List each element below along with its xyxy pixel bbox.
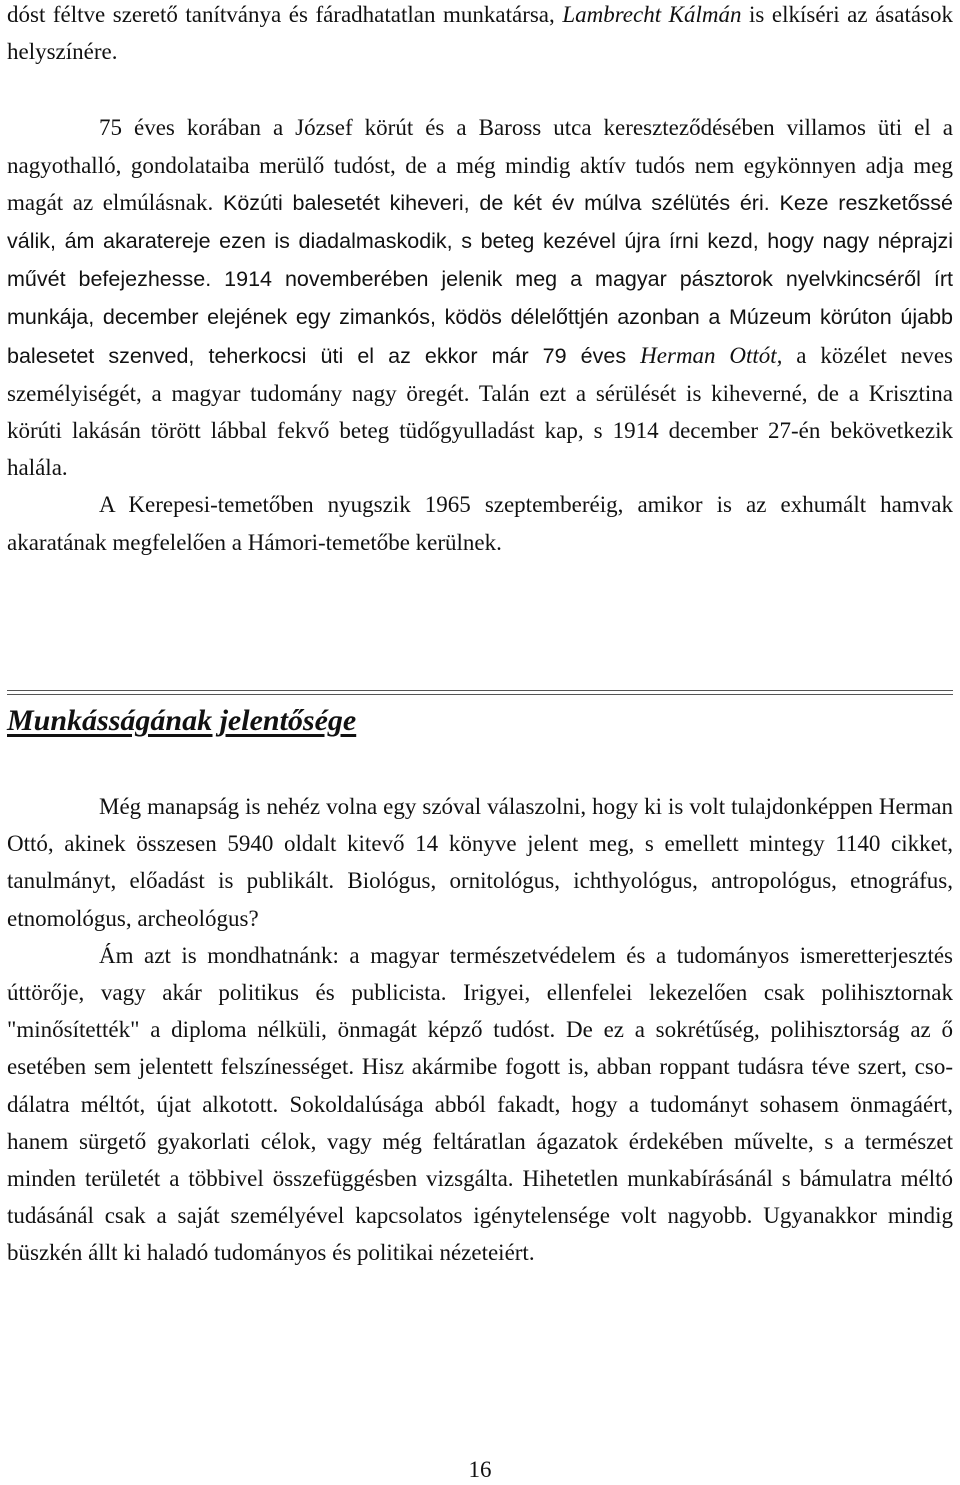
paragraph-accident: [7, 109, 953, 486]
paragraph-question: Még manapság is nehéz volna egy szóval válaszolni, hogy ki is volt tulajdonképpen Herman Ottó, akinek összesen 5940 oldalt kitevő 14 könyve jelent meg, s emellett mintegy 1140 cikket, tanulmányt, előadást is publikált. Biológus, ornitológus, ichthyológus, antropológus, etnográfus, etnomológus, archeológus?: [7, 794, 953, 931]
section-body: [7, 788, 953, 1272]
paragraph-burial: A Kerepesi-temetőben nyugszik 1965 szeptemberéig, amikor is az exhumált hamvak akaratának megfelelően a Hámori-temetőbe kerülnek.: [7, 492, 953, 555]
text-run: Talán ezt a sérülését is kiheverné, de a Krisztina körúti lakásán törött lábbal fekvő beteg tüdőgyulladást kap, s 1914 december 27-én bekövetkezik halála.: [7, 380, 954, 481]
text-run: 75 éves korában a József körút és a Baross utca kereszteződésében villamos üti el a nagyothalló, gondolataiba merülő tudóst, de a még mindig aktív tudós nem egykönnyen adja meg magát az elmúlásnak.: [7, 115, 953, 215]
top-text-block: [7, 0, 953, 561]
text-run: is elkíséri az ásatások helyszínére.: [7, 2, 954, 65]
text-run: a közélet neves személyiségét, a magyar tudomány nagy öregét.: [7, 342, 953, 406]
text-run-sans: Közúti balesetét kiheveri, de két év múlva szélütés éri. Keze reszketőssé válik, ám akaratereje ezen is diadalmaskodik, s beteg kezével újra írni kezd, hogy nagy néprajzi művét befejezhesse. 1914 novemberében jelenik meg a magyar pásztorok nyelvkincséről írt munkája, december elejének egy zimankós, ködös délelőttjén azonban a Múzeum körúton újabb balesetet szenved, teherkocsi üti el az ekkor már 79 éves: [7, 190, 953, 368]
person-name: Lambrecht Kálmán: [562, 2, 742, 27]
person-name: Herman Ottót,: [640, 342, 783, 368]
page-number: 16: [468, 1457, 492, 1482]
section-heading: Munkásságának jelentősége: [7, 704, 357, 737]
paragraph-significance: Ám azt is mondhatnánk: a magyar természetvédelem és a tudományos ismeretterjesztés úttörője, vagy akár politikus és publicista. Irigyei, ellenfelei lekezelően csak polihisztornak "minősítették" a diploma nélküli, önmagát képző tudóst. De ez a sokrétűség, polihisztorság az ő esetében sem jelentett felszínességet. Hisz akármibe fogott is, abban roppant tudásra téve szert, csodálatra méltót, újat alkotott. Sokoldalúsága abból fakadt, hogy a tudományt sohasem önmagáért, hanem sürgető gyakorlati célok, vagy még feltáratlan ágazatok érdekében művelte, s a természet minden területét a többivel összefüggésben vizsgálta. Hihetetlen munkabírásánál s bámulatra méltó tudásánál csak a saját személyével kapcsolatos igénytelensége volt nagyobb. Ugyanakkor mindig büszkén állt ki haladó tudományos és politikai nézeteiért.: [7, 942, 953, 1266]
text-run: dóst féltve szerető tanítványa és fáradhatatlan munkatársa,: [7, 2, 563, 27]
paragraph-continuation: [7, 0, 953, 70]
section-divider: [7, 690, 953, 695]
